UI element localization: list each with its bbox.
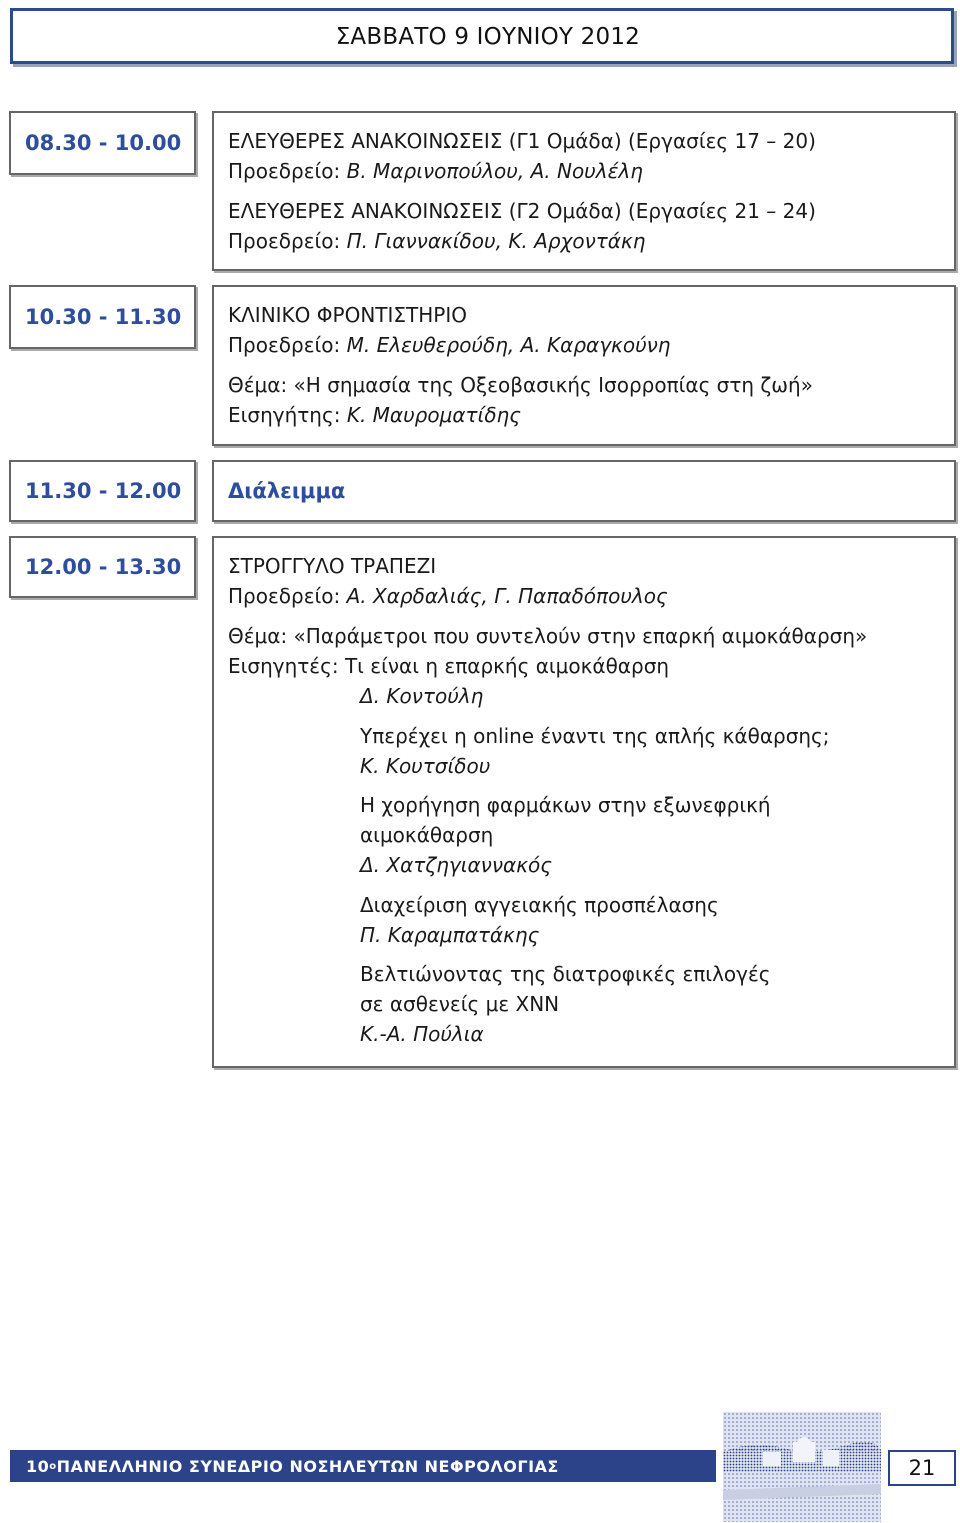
chair-names: Π. Γιαννακίδου, Κ. Αρχοντάκη [346,229,646,253]
session-box-3 [212,460,956,522]
talk-title: Βελτιώνοντας της διατροφικές επιλογές [360,962,771,986]
conference-ordinal: ο [49,1460,57,1472]
time-slot-4: 12.00 - 13.30 [9,536,196,598]
chair-label: Προεδρείο: Π. Γιαννακίδου, Κ. Αρχοντάκη [228,229,646,253]
session-title: ΕΛΕΥΘΕΡΕΣ ΑΝΑΚΟΙΝΩΣΕΙΣ (Γ2 Ομάδα) (Εργασίες 21 – 24) [228,199,816,223]
chair-label: Προεδρείο: Β. Μαρινοπούλου, Α. Νουλέλη [228,159,643,183]
talk-title: Υπερέχει η online έναντι της απλής κάθαρσης; [360,724,830,748]
chair-names: Α. Χαρδαλιάς, Γ. Παπαδόπουλος [346,584,668,608]
topic-line: Θέμα: «Η σημασία της Οξεοβασικής Ισορροπίας στη ζωή» [228,373,813,397]
time-slot-2: 10.30 - 11.30 [9,285,196,349]
break-label: Διάλειμμα [228,479,346,503]
session-title: ΚΛΙΝΙΚΟ ΦΡΟΝΤΙΣΤΗΡΙΟ [228,303,467,327]
speaker-name: Π. Καραμπατάκης [360,923,540,947]
chair-names: Μ. Ελευθερούδη, Α. Καραγκούνη [346,333,671,357]
speaker-name: Δ. Χατζηγιαννακός [360,853,552,877]
talk-title-cont: αιμοκάθαρση [360,823,494,847]
session-box-2 [212,285,956,446]
time-slot-1: 08.30 - 10.00 [9,111,196,175]
speaker-name: Κ.-Α. Πούλια [360,1022,484,1046]
chair-label: Προεδρείο: Μ. Ελευθερούδη, Α. Καραγκούνη [228,333,671,357]
page-number-box [888,1450,956,1486]
session-title: ΣΤΡΟΓΓΥΛΟ ΤΡΑΠΕΖΙ [228,554,437,578]
harbor-photo-image [723,1412,881,1522]
talk-title: Η χορήγηση φαρμάκων στην εξωνεφρική [360,793,771,817]
session-title: ΕΛΕΥΘΕΡΕΣ ΑΝΑΚΟΙΝΩΣΕΙΣ (Γ1 Ομάδα) (Εργασίες 17 – 20) [228,129,816,153]
session-box-1 [212,111,956,271]
page-number: 21 [908,1456,936,1480]
conference-number: 10 [26,1456,50,1476]
topic-line: Θέμα: «Παράμετροι που συντελούν στην επαρκή αιμοκάθαρση» [228,624,868,648]
speaker-name: Κ. Κουτσίδου [360,754,491,778]
footer-conference-bar [10,1450,716,1482]
chair-names: Β. Μαρινοπούλου, Α. Νουλέλη [346,159,643,183]
conference-title: ΠΑΝΕΛΛΗΝΙΟ ΣΥΝΕΔΡΙΟ ΝΟΣΗΛΕΥΤΩΝ ΝΕΦΡΟΛΟΓΙΑΣ [56,1456,559,1476]
talk-title-cont: σε ασθενείς με ΧΝΝ [360,992,560,1016]
time-slot-3: 11.30 - 12.00 [9,460,196,522]
chair-label: Προεδρείο: Α. Χαρδαλιάς, Γ. Παπαδόπουλος [228,584,668,608]
date-title: ΣΑΒΒΑΤΟ 9 ΙΟΥΝΙΟΥ 2012 [335,24,640,50]
talk-title: Τι είναι η επαρκής αιμοκάθαρση [344,654,670,678]
talk-title: Διαχείριση αγγειακής προσπέλασης [360,893,719,917]
speaker-name: Δ. Κοντούλη [360,684,484,708]
session-box-4 [212,536,956,1068]
speaker-name: Κ. Μαυροματίδης [346,403,521,427]
speakers-label: Εισηγητές: Τι είναι η επαρκής αιμοκάθαρση [228,654,670,678]
speaker-label: Εισηγήτης: Κ. Μαυροματίδης [228,403,521,427]
